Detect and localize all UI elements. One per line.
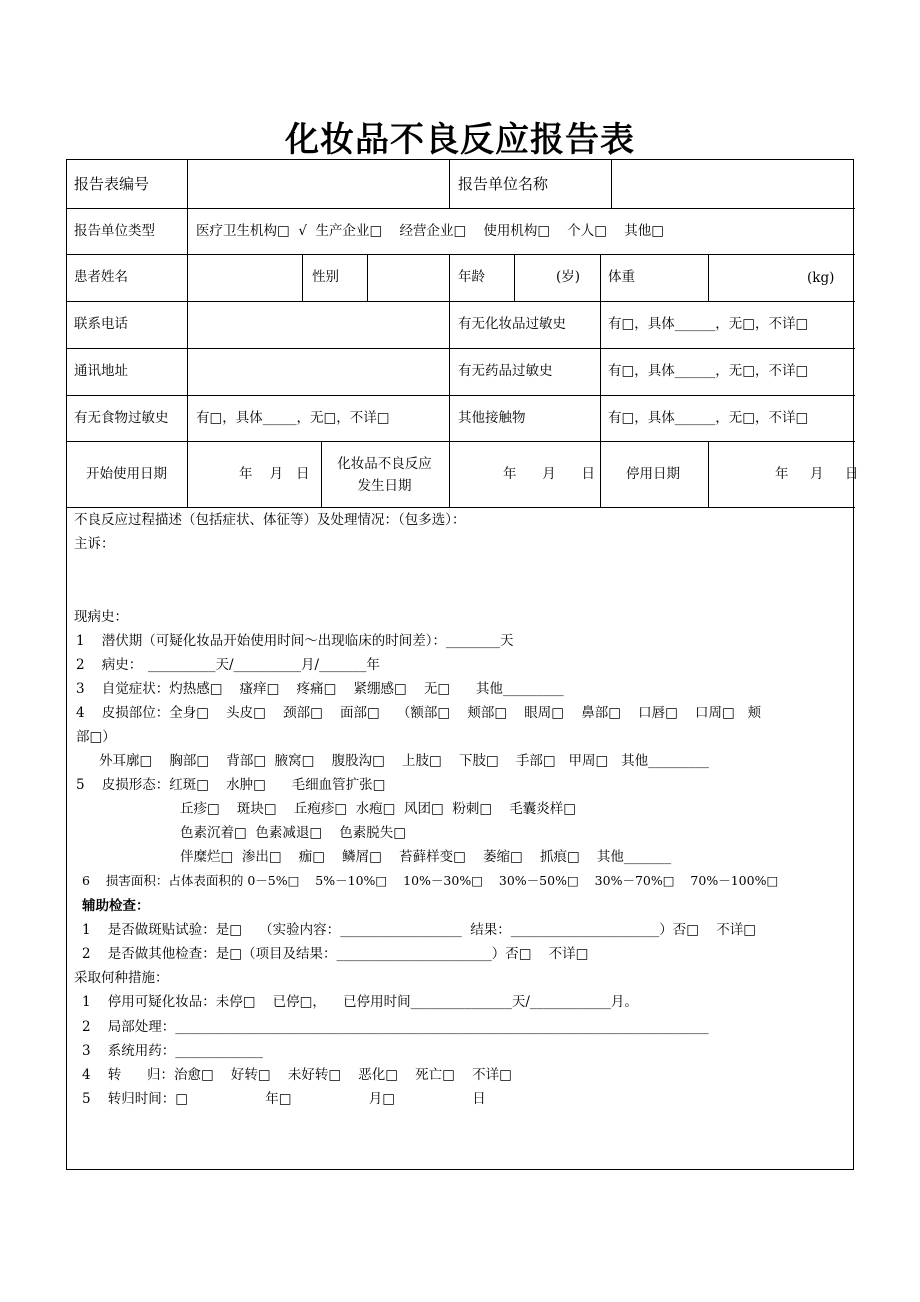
systemic-drug-line[interactable]: 3 系统用药：_____________ (82, 1043, 264, 1059)
aux-exam-heading: 辅助检查： (82, 898, 150, 914)
measures-heading: 采取何种措施： (74, 970, 169, 986)
onset-label-line1: 化妆品不良反应 (337, 456, 432, 472)
other-exam-line (82, 946, 588, 962)
latency-line[interactable]: 1 潜伏期（可疑化妆品开始使用时间～出现临床的时间差）：________天 (76, 633, 514, 649)
drug-allergy-value[interactable]: 有□，具体______，无□，不详□ (608, 363, 809, 379)
desc-heading: 不良反应过程描述（包括症状、体征等）及处理情况：（包多选）： (74, 512, 466, 528)
drug-allergy-label: 有无药品过敏史 (458, 363, 553, 379)
local-treatment-line[interactable]: 2 局部处理：_______________________________________________________________________________ (82, 1019, 709, 1035)
unit-name-label: 报告单位名称 (458, 175, 549, 193)
lesion-area-line[interactable]: 6 损害面积：占体表面积的 0－5%□ 5%－10%□ 10%－30%□ 30%－50%□ 30%－70%□ 70%－100%□ (82, 873, 779, 888)
patch-test-label[interactable]: 1 是否做斑贴试验：是□ （实验内容： (82, 922, 341, 938)
lesion-form-line-3[interactable]: 色素沉着□ 色素减退□ 色素脱失□ (180, 825, 407, 841)
age-label: 年龄 (458, 269, 485, 285)
history-line-value[interactable]: __________天/__________月/_______年 (148, 657, 380, 673)
other-contact-value[interactable]: 有□，具体______，无□，不详□ (608, 410, 809, 426)
food-allergy-value[interactable]: 有□，具体_____，无□，不详□ (196, 410, 390, 426)
lesion-site-line-cont[interactable]: 部□） (76, 729, 116, 745)
symptoms-line[interactable]: 3 自觉症状：灼热感□ 瘙痒□ 疼痛□ 紧绷感□ 无□ 其他_________ (76, 681, 564, 697)
report-no-label: 报告表编号 (74, 175, 150, 193)
patch-test-content[interactable]: __________________ (340, 922, 462, 938)
lesion-form-line[interactable]: 5 皮损形态：红斑□ 水肿□ 毛细血管扩张□ (76, 777, 386, 793)
other-exam-result[interactable]: _______________________ (336, 946, 492, 962)
phone-label: 联系电话 (74, 316, 128, 332)
other-exam-no[interactable]: ）否□ 不详□ (491, 946, 589, 962)
cosmetic-allergy-value[interactable]: 有□，具体______，无□，不详□ (608, 316, 809, 332)
lesion-site-line-2[interactable]: 外耳廓□ 胸部□ 背部□ 腋窝□ 腹股沟□ 上肢□ 下肢□ 手部□ 甲周□ 其他_________ (99, 753, 709, 769)
weight-unit: (kg) (807, 270, 835, 286)
other-exam-label[interactable]: 2 是否做其他检查：是□（项目及结果： (82, 946, 337, 962)
onset-date-value[interactable]: 年 月 日 (503, 466, 595, 482)
history-line-label: 2 病史： (76, 657, 143, 673)
patch-test-result[interactable]: ______________________ (510, 922, 660, 938)
outcome-line[interactable]: 4 转 归：治愈□ 好转□ 未好转□ 恶化□ 死亡□ 不详□ (82, 1067, 512, 1083)
start-date-value[interactable]: 年 月 日 (239, 466, 310, 482)
food-allergy-label: 有无食物过敏史 (74, 410, 169, 426)
stop-date-label: 停用日期 (626, 466, 680, 482)
patch-test-no[interactable]: ）否□ 不详□ (659, 922, 756, 938)
lesion-form-line-4[interactable]: 伴糜烂□ 渗出□ 痂□ 鳞屑□ 苔藓样变□ 萎缩□ 抓痕□ 其他_______ (180, 849, 672, 865)
weight-label: 体重 (608, 269, 635, 285)
patch-test-result-label: 结果： (461, 922, 511, 938)
sex-label: 性别 (312, 269, 339, 285)
patient-name-label: 患者姓名 (74, 269, 128, 285)
start-date-label: 开始使用日期 (86, 466, 167, 482)
page-title: 化妆品不良反应报告表 (285, 120, 635, 160)
stop-use-line[interactable]: 1 停用可疑化妆品：未停□ 已停□， 已停用时间_______________天/____________月。 (82, 994, 638, 1010)
lesion-form-line-2[interactable]: 丘疹□ 斑块□ 丘疱疹□ 水疱□ 风团□ 粉刺□ 毛囊炎样□ (180, 801, 577, 817)
outcome-time-line[interactable]: 5 转归时间：□ 年□ 月□ 日 (82, 1091, 486, 1107)
unit-type-options[interactable]: 医疗卫生机构□ √ 生产企业□ 经营企业□ 使用机构□ 个人□ 其他□ (196, 223, 664, 239)
lesion-site-line[interactable]: 4 皮损部位：全身□ 头皮□ 颈部□ 面部□ （额部□ 颊部□ 眼周□ 鼻部□ 口唇□ 口周□ 颊 (76, 705, 762, 721)
cosmetic-allergy-label: 有无化妆品过敏史 (458, 316, 566, 332)
address-label: 通讯地址 (74, 363, 128, 379)
unit-type-label: 报告单位类型 (74, 223, 155, 239)
patch-test-line (82, 922, 756, 938)
age-unit: (岁) (556, 269, 581, 285)
other-contact-label: 其他接触物 (458, 410, 526, 426)
onset-label-line2: 发生日期 (357, 478, 412, 494)
complaint-label: 主诉： (74, 536, 115, 552)
history-label: 现病史： (74, 609, 128, 625)
stop-date-value[interactable]: 年 月 日 (775, 466, 859, 482)
